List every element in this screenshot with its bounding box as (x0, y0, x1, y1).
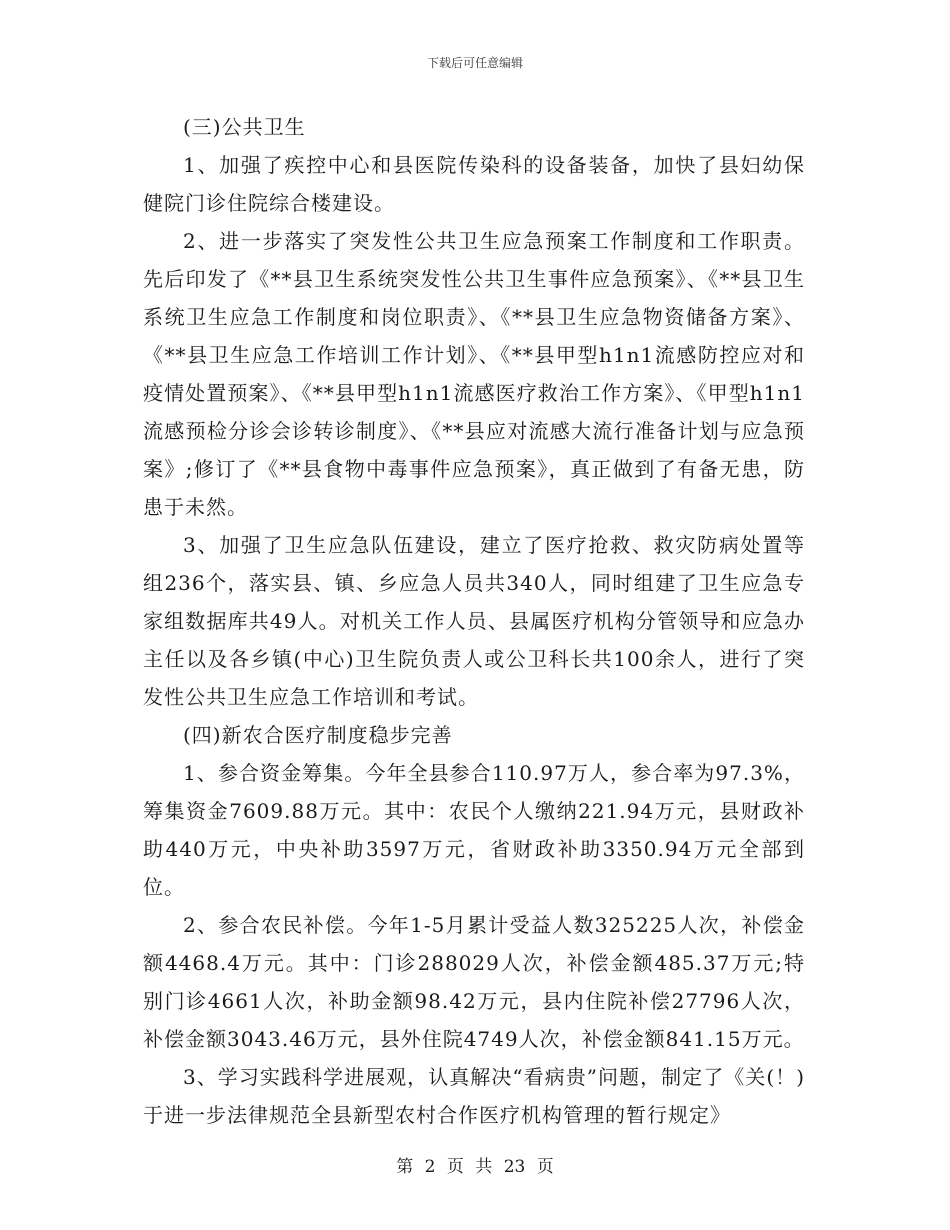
paragraph: 3、加强了卫生应急队伍建设，建立了医疗抢救、救灾防病处置等组236个，落实县、镇、乡应急人员共340人，同时组建了卫生应急专家组数据库共49人。对机关工作人员、县属医疗机构分管领导和应急办主任以及各乡镇(中心)卫生院负责人或公卫科长共100余人，进行了突发性公共卫生应急工作培训和考试。 (143, 533, 805, 709)
page-header: 下载后可任意编辑 (426, 56, 523, 70)
page-footer: 第 2 页 共 23 页 (396, 1157, 554, 1177)
paragraph: 3、学习实践科学进展观，认真解决“看病贵”问题，制定了《关(！)于进一步法律规范全县新型农村合作医疗机构管理的暂行规定》 (143, 1065, 805, 1127)
paragraph: 1、加强了疾控中心和县医院传染科的设备装备，加快了县妇幼保健院门诊住院综合楼建设。 (143, 153, 805, 215)
document-body (143, 108, 805, 1134)
paragraph: 2、参合农民补偿。今年1-5月累计受益人数325225人次，补偿金额4468.4万元。其中：门诊288029人次，补偿金额485.37万元;特别门诊4661人次，补助金额98.42万元，县内住院补偿27796人次，补偿金额3043.46万元，县外住院4749人次，补偿金额841.15万元。 (143, 913, 805, 1051)
paragraph: 1、参合资金筹集。今年全县参合110.97万人，参合率为97.3%，筹集资金7609.88万元。其中：农民个人缴纳221.94万元，县财政补助440万元，中央补助3597万元，省财政补助3350.94万元全部到位。 (143, 761, 805, 899)
paragraph: 2、进一步落实了突发性公共卫生应急预案工作制度和工作职责。先后印发了《**县卫生系统突发性公共卫生事件应急预案》、《**县卫生系统卫生应急工作制度和岗位职责》、《**县卫生应急物资储备方案》、《**县卫生应急工作培训工作计划》、《**县甲型h1n1流感防控应对和疫情处置预案》、《**县甲型h1n1流感医疗救治工作方案》、《甲型h1n1流感预检分诊会诊转诊制度》、《**县应对流感大流行准备计划与应急预案》;修订了《**县食物中毒事件应急预案》，真正做到了有备无患，防患于未然。 (143, 229, 805, 519)
section-heading-rural-medical: (四)新农合医疗制度稳步完善 (183, 723, 453, 747)
section-heading-public-health: (三)公共卫生 (183, 115, 306, 139)
